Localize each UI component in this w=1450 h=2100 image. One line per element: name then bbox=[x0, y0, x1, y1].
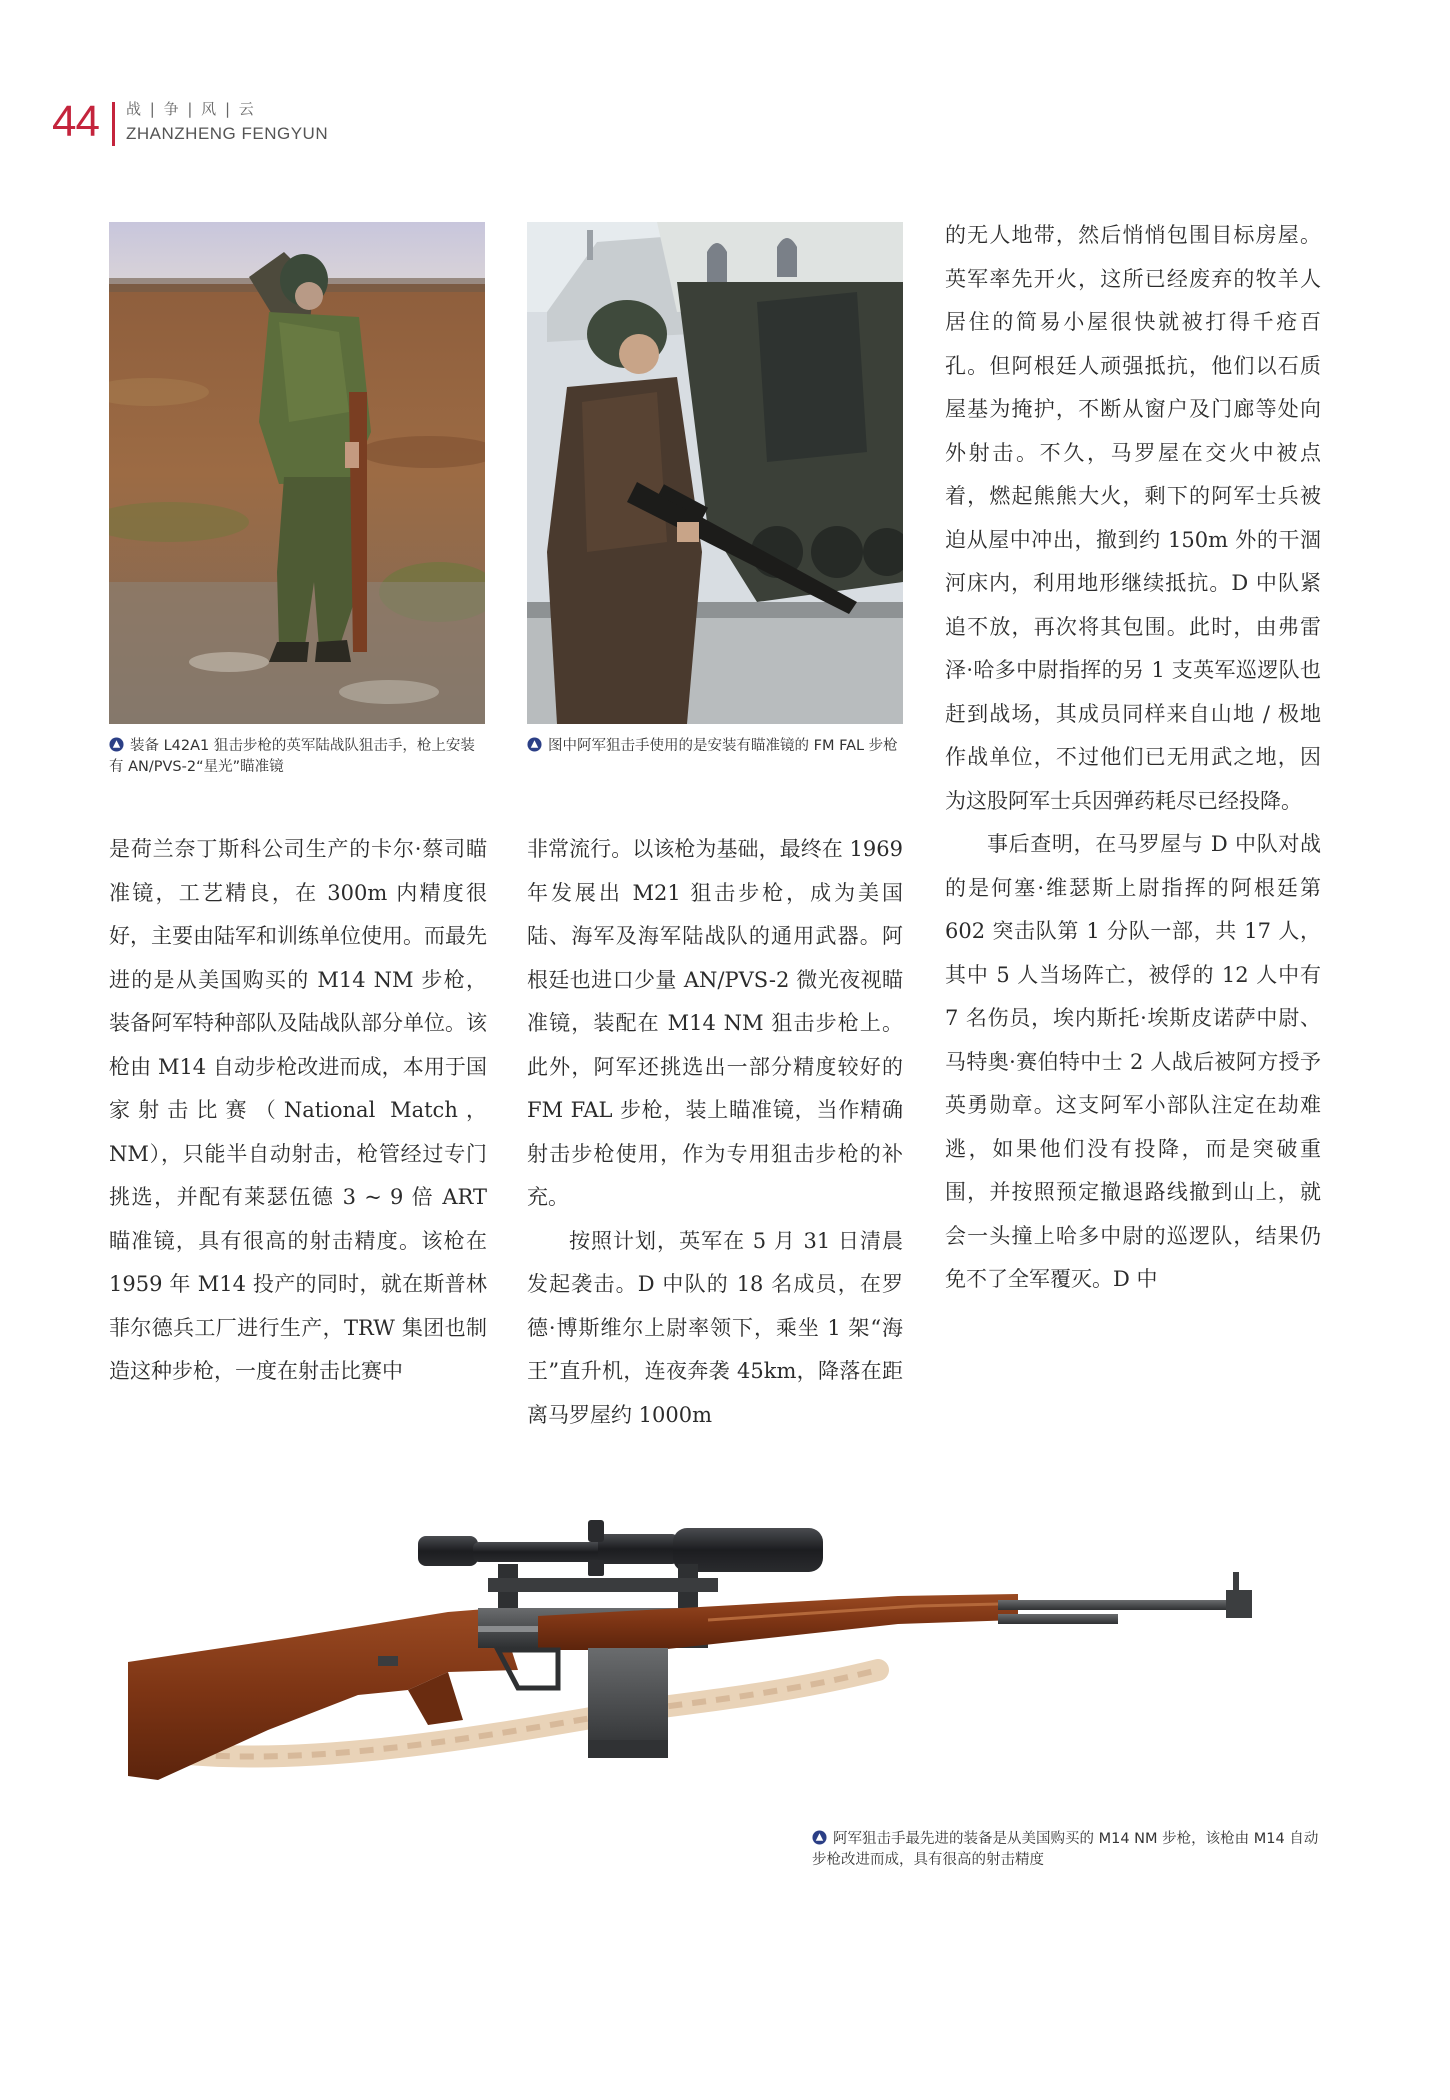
photo-argentine-sniper-image bbox=[527, 222, 903, 724]
column2-paragraph-2: 按照计划，英军在 5 月 31 日清晨发起袭击。D 中队的 18 名成员，在罗德·博斯维尔上尉率领下，乘坐 1 架“海王”直升机，连夜奔袭 45km，降落在距离马罗屋约 1000m bbox=[527, 1228, 903, 1427]
header-divider bbox=[112, 102, 115, 146]
column3-paragraph-1: 的无人地带，然后悄悄包围目标房屋。英军率先开火，这所已经废弃的牧羊人居住的简易小屋很快就被打得千疮百孔。但阿根廷人顽强抵抗，他们以石质屋基为掩护，不断从窗户及门廊等处向外射击。不久，马罗屋在交火中被点着，燃起熊熊大火，剩下的阿军士兵被迫从屋中冲出，撤到约 150m 外的干涸河床内，利用地形继续抵抗。D 中队紧追不放，再次将其包围。此时，由弗雷泽·哈多中尉指挥的另 1 支英军巡逻队也赶到战场，其成员同样来自山地 / 极地作战单位，不过他们已无用武之地，因为这股阿军士兵因弹药耗尽已经投降。 bbox=[945, 223, 1321, 813]
column1-paragraph: 是荷兰奈丁斯科公司生产的卡尔·蔡司瞄准镜，工艺精良，在 300m 内精度很好，主要由陆军和训练单位使用。而最先进的是从美国购买的 M14 NM 步枪，装备阿军特种部队及陆战队部分单位。该枪由 M14 自动步枪改进而成，本用于国家射击比赛（National Match，NM），只能半自动射击，枪管经过专门挑选，并配有莱瑟伍德 3 ~ 9 倍 ART 瞄准镜，具有很高的射击精度。该枪在 1959 年 M14 投产的同时，就在斯普林菲尔德兵工厂进行生产，TRW 集团也制造这种步枪，一度在射击比赛中 bbox=[109, 837, 487, 1383]
section-title-en: ZHANZHENG FENGYUN bbox=[126, 124, 329, 143]
photo-british-sniper bbox=[109, 222, 485, 724]
text-column-2 bbox=[527, 828, 903, 1437]
photo1-caption: 装备 L42A1 狙击步枪的英军陆战队狙击手，枪上安装有 AN/PVS-2“星光”瞄准镜 bbox=[109, 738, 475, 775]
column3-paragraph-2: 事后查明，在马罗屋与 D 中队对战的是何塞·维瑟斯上尉指挥的阿根廷第 602 突击队第 1 分队一部，共 17 人，其中 5 人当场阵亡，被俘的 12 人中有 7 名伤员，埃内斯托·埃斯皮诺萨中尉、马特奥·赛伯特中士 2 人战后被阿方授予英勇勋章。这支阿军小部队注定在劫难逃，如果他们没有投降，而是突破重围，并按照预定撤退路线撤到山上，就会一头撞上哈多中尉的巡逻队，结果仍免不了全军覆灭。D 中 bbox=[945, 832, 1321, 1291]
caption-marker-icon bbox=[527, 737, 542, 752]
photo-argentine-sniper bbox=[527, 222, 903, 724]
photo-m14nm-rifle bbox=[118, 1520, 1318, 1810]
text-column-3 bbox=[945, 214, 1321, 1302]
caption-marker-icon bbox=[109, 737, 124, 752]
photo-british-sniper-image bbox=[109, 222, 485, 724]
rifle-caption: 阿军狙击手最先进的装备是从美国购买的 M14 NM 步枪，该枪由 M14 自动步枪改进而成，具有很高的射击精度 bbox=[812, 1831, 1319, 1868]
section-title-cn: 战 | 争 | 风 | 云 bbox=[126, 100, 256, 118]
caption-marker-icon bbox=[812, 1830, 827, 1845]
photo2-caption: 图中阿军狙击手使用的是安装有瞄准镜的 FM FAL 步枪 bbox=[527, 736, 907, 757]
page-number: 44 bbox=[52, 97, 99, 146]
text-column-1 bbox=[109, 828, 487, 1394]
m14-rifle-image bbox=[118, 1520, 1318, 1810]
column2-paragraph-1: 非常流行。以该枪为基础，最终在 1969 年发展出 M21 狙击步枪，成为美国陆、海军及海军陆战队的通用武器。阿根廷也进口少量 AN/PVS-2 微光夜视瞄准镜，装配在 M14 NM 狙击步枪上。此外，阿军还挑选出一部分精度较好的 FM FAL 步枪，装上瞄准镜，当作精确射击步枪使用，作为专用狙击步枪的补充。 bbox=[527, 837, 903, 1209]
